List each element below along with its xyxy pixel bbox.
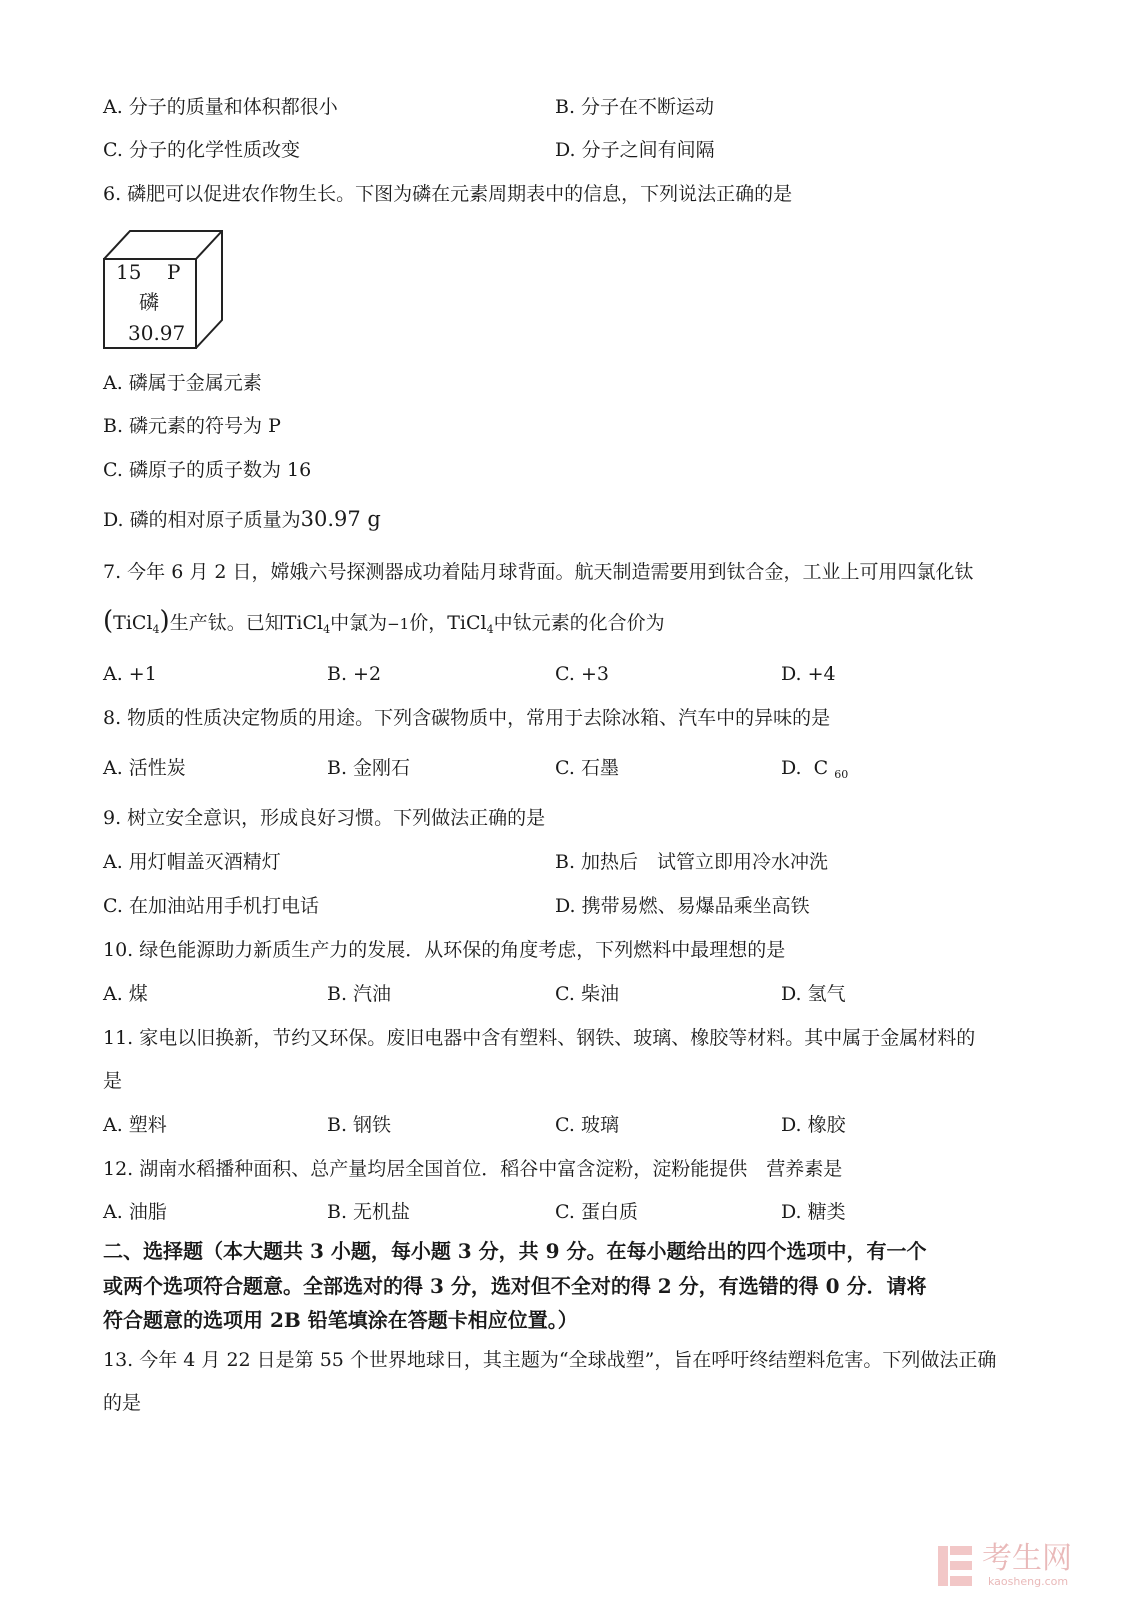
q7-seg2: 中氯为 bbox=[330, 612, 388, 634]
watermark-logo bbox=[936, 1542, 1101, 1592]
periodic-table-cell bbox=[103, 230, 225, 350]
q9-stem: 9. 树立安全意识，形成良好习惯。下列做法正确的是 bbox=[103, 807, 546, 829]
q8-stem: 8. 物质的性质决定物质的用途。下列含碳物质中，常用于去除冰箱、汽车中的异味的是 bbox=[103, 707, 831, 729]
q7-formula-1: TiCl bbox=[113, 612, 153, 634]
q7-option-a: A. +1 bbox=[103, 663, 157, 685]
q11-stem-line1: 11. 家电以旧换新，节约又环保。废旧电器中含有塑料、钢铁、玻璃、橡胶等材料。其中属于金属材料的 bbox=[103, 1027, 976, 1049]
q12-option-b: B. 无机盐 bbox=[327, 1201, 411, 1223]
q12-option-d: D. 糖类 bbox=[781, 1201, 846, 1223]
q10-option-b: B. 汽油 bbox=[327, 983, 392, 1005]
q6-option-a: A. 磷属于金属元素 bbox=[103, 372, 262, 394]
watermark-icon bbox=[936, 1544, 976, 1588]
q11-stem-line2: 是 bbox=[103, 1070, 123, 1092]
q6-option-d-value: 30.97 g bbox=[300, 507, 381, 531]
element-name: 磷 bbox=[139, 290, 159, 314]
watermark-text: 考生网 bbox=[982, 1541, 1072, 1576]
q6-option-c: C. 磷原子的质子数为 16 bbox=[103, 459, 312, 481]
q7-formula-3: TiCl bbox=[447, 612, 487, 634]
q6-option-d-text: D. 磷的相对原子质量为 bbox=[103, 509, 301, 531]
q7-seg3: 价， bbox=[409, 612, 448, 634]
q12-option-a: A. 油脂 bbox=[103, 1201, 167, 1223]
q11-option-d: D. 橡胶 bbox=[781, 1114, 846, 1136]
q11-option-b: B. 钢铁 bbox=[327, 1114, 392, 1136]
q7-seg1: 生产钛。已知 bbox=[169, 612, 284, 634]
atomic-number: 15 bbox=[116, 260, 142, 284]
q12-stem: 12. 湖南水稻播种面积、总产量均居全国首位．稻谷中富含淀粉，淀粉能提供 营养素是 bbox=[103, 1158, 843, 1180]
q10-option-c: C. 柴油 bbox=[555, 983, 619, 1005]
q12-option-c: C. 蛋白质 bbox=[555, 1201, 638, 1223]
element-symbol: P bbox=[167, 260, 181, 284]
q10-stem: 10. 绿色能源助力新质生产力的发展．从环保的角度考虑，下列燃料中最理想的是 bbox=[103, 939, 786, 961]
q13-stem-line2: 的是 bbox=[103, 1392, 142, 1414]
q7-formula-2: TiCl bbox=[283, 612, 324, 634]
q8-option-b: B. 金刚石 bbox=[327, 757, 411, 779]
q6-stem: 6. 磷肥可以促进农作物生长。下图为磷在元素周期表中的信息，下列说法正确的是 bbox=[103, 183, 793, 205]
c60-formula: C bbox=[813, 757, 829, 779]
q7-option-b: B. +2 bbox=[327, 663, 382, 685]
q5-option-d: D. 分子之间有间隔 bbox=[555, 139, 715, 161]
q11-option-c: C. 玻璃 bbox=[555, 1114, 619, 1136]
q9-option-c: C. 在加油站用手机打电话 bbox=[103, 895, 319, 917]
q5-option-c: C. 分子的化学性质改变 bbox=[103, 139, 300, 161]
q6-option-d bbox=[103, 507, 381, 532]
q10-option-a: A. 煤 bbox=[103, 983, 148, 1005]
q9-option-a: A. 用灯帽盖灭酒精灯 bbox=[103, 851, 281, 873]
q11-option-a: A. 塑料 bbox=[103, 1114, 167, 1136]
watermark-url: kaosheng.com bbox=[988, 1575, 1069, 1588]
section2-heading-line3: 符合题意的选项用 2B 铅笔填涂在答题卡相应位置。） bbox=[103, 1308, 578, 1332]
q6-option-b: B. 磷元素的符号为 P bbox=[103, 415, 281, 437]
q8-option-d: D. C $_{60}$ bbox=[781, 757, 849, 781]
q7-stem-line2: (TiCl$_4$)生产钛。已知TiCl$_4$中氯为−1价，TiCl$_4$中钛元素的化合价为 bbox=[103, 606, 665, 636]
q13-stem-line1: 13. 今年 4 月 22 日是第 55 个世界地球日，其主题为“全球战塑”，旨在呼吁终结塑料危害。下列做法正确 bbox=[103, 1349, 997, 1371]
q7-valence: −1 bbox=[387, 615, 410, 633]
q7-option-c: C. +3 bbox=[555, 663, 609, 685]
q8-option-c: C. 石墨 bbox=[555, 757, 619, 779]
atomic-mass: 30.97 bbox=[128, 321, 186, 345]
q5-option-b: B. 分子在不断运动 bbox=[555, 96, 715, 118]
q9-option-b: B. 加热后 试管立即用冷水冲洗 bbox=[555, 851, 829, 873]
q5-option-a: A. 分子的质量和体积都很小 bbox=[103, 96, 338, 118]
q10-option-d: D. 氢气 bbox=[781, 983, 846, 1005]
q7-stem-line1: 7. 今年 6 月 2 日，嫦娥六号探测器成功着陆月球背面。航天制造需要用到钛合金，工业上可用四氯化钛 bbox=[103, 561, 974, 583]
section2-heading-line1: 二、选择题（本大题共 3 小题，每小题 3 分，共 9 分。在每小题给出的四个选项中，有一个 bbox=[103, 1239, 927, 1263]
q8-option-a: A. 活性炭 bbox=[103, 757, 186, 779]
section2-heading-line2: 或两个选项符合题意。全部选对的得 3 分，选对但不全对的得 2 分，有选错的得 0 分．请将 bbox=[103, 1274, 927, 1298]
q9-option-d: D. 携带易燃、易爆品乘坐高铁 bbox=[555, 895, 810, 917]
q7-option-d: D. +4 bbox=[781, 663, 836, 685]
q7-seg4: 中钛元素的化合价为 bbox=[493, 612, 665, 634]
